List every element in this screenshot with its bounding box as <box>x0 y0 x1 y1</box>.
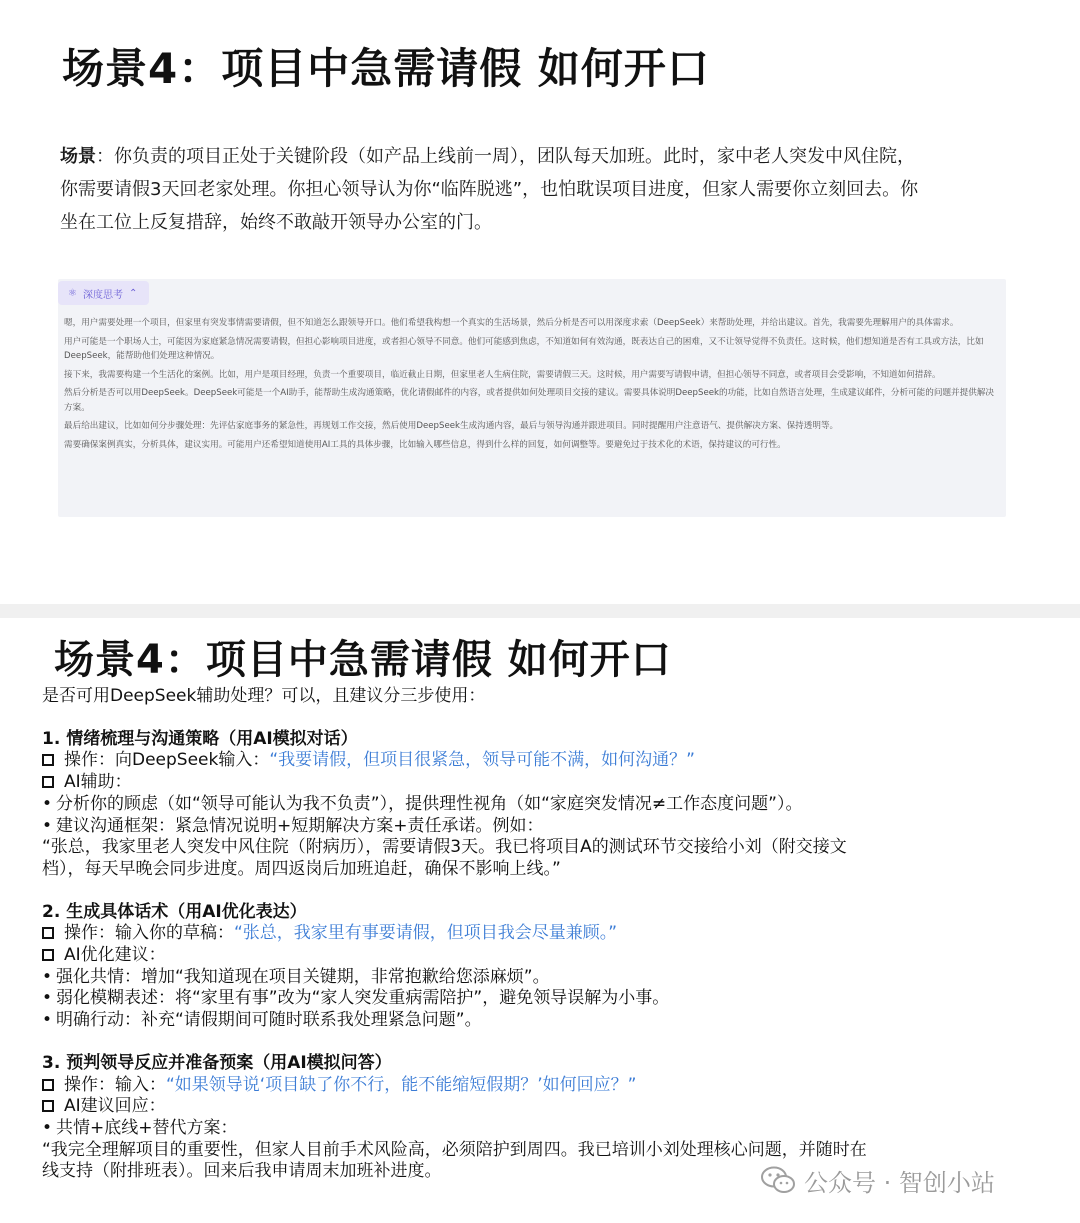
scene-label: 场景 <box>60 146 96 167</box>
steps-body <box>42 686 1052 1183</box>
step3-example: “我完全理解项目的重要性，但家人目前手术风险高，必须陪护到周四。我已培训小刘处理核心问题，并随时在 <box>42 1139 867 1160</box>
step1-example: 档），每天早晚会同步进度。周四返岗后加班追赶，确保不影响上线。” <box>42 858 561 879</box>
bullet-icon: • <box>42 988 53 1009</box>
step1-op: 操作：向DeepSeek输入： <box>64 750 270 771</box>
bullet-icon: • <box>42 1117 53 1138</box>
step1-ai: AI辅助： <box>64 772 132 793</box>
step3-title: 3. 预判领导反应并准备预案（用AI模拟问答） <box>42 1052 392 1073</box>
slide2-title: 场景4：项目中急需请假 如何开口 <box>54 637 672 683</box>
step2-bullet: 弱化模糊表述：将“家里有事”改为“家人突发重病需陪护”，避免领导误解为小事。 <box>56 988 670 1009</box>
slide-deepseek-steps <box>0 618 1080 1223</box>
step2-op-quote: “张总，我家里有事要请假，但项目我会尽量兼顾。” <box>234 923 618 944</box>
step3-example: 线支持（附排班表）。回来后我申请周末加班补进度。 <box>42 1161 442 1182</box>
think-paragraph: 用户可能是一个职场人士，可能因为家庭紧急情况需要请假，但担心影响项目进度，或者担心领导不同意。他们可能感到焦虑，不知道如何有效沟通，既表达自己的困难，又不让领导觉得不负责任。这时候，他们想知道是否有工具或方法，比如DeepSeek，能帮助他们处理这种情况。 <box>64 336 984 361</box>
deep-think-label: 深度思考 <box>82 289 123 301</box>
scene-paragraph <box>60 140 960 239</box>
atom-icon: ⚛ <box>68 287 77 299</box>
step1-bullet: 分析你的顾虑（如“领导可能认为我不负责”），提供理性视角（如“家庭突发情况≠工作态度问题”）。 <box>56 793 803 814</box>
watermark-text: 公众号 · 智创小站 <box>804 1168 995 1197</box>
chevron-up-icon: ⌃ <box>128 287 138 299</box>
slide1-title: 场景4：项目中急需请假 如何开口 <box>62 44 710 93</box>
wechat-icon <box>760 1165 796 1195</box>
checkbox-icon <box>42 927 54 939</box>
think-paragraph: 最后给出建议，比如如何分步骤处理：先评估家庭事务的紧急性，再规划工作交接，然后使用DeepSeek生成沟通内容，最后与领导沟通并跟进项目。同时提醒用户注意语气、提供解决方案、保持透明等。 <box>64 421 839 431</box>
step3-ai: AI建议回应： <box>64 1096 166 1117</box>
checkbox-icon <box>42 754 54 766</box>
checkbox-icon <box>42 1079 54 1091</box>
scene-text-1: ：你负责的项目正处于关键阶段（如产品上线前一周），团队每天加班。此时，家中老人突发中风住院， <box>96 146 915 167</box>
step2-op: 操作：输入你的草稿： <box>64 923 234 944</box>
step2-title: 2. 生成具体话术（用AI优化表达） <box>42 901 307 922</box>
step1-title: 1. 情绪梳理与沟通策略（用AI模拟对话） <box>42 728 358 749</box>
checkbox-icon <box>42 949 54 961</box>
think-paragraph: 需要确保案例真实，分析具体，建议实用。可能用户还希望知道使用AI工具的具体步骤，比如输入哪些信息，得到什么样的回复，如何调整等。要避免过于技术化的术语，保持建议的可行性。 <box>64 439 786 450</box>
checkbox-icon <box>42 1100 54 1112</box>
step1-op-quote: “我要请假，但项目很紧急，领导可能不满，如何沟通？” <box>269 750 695 771</box>
wechat-watermark <box>760 1162 995 1198</box>
slide-divider <box>0 604 1080 618</box>
think-paragraph: 然后分析是否可以用DeepSeek。DeepSeek可能是一个AI助手，能帮助生成沟通策略，优化请假邮件的内容，或者提供如何处理项目交接的建议。需要具体说明DeepSeek的功能，比如自然语言处理，生成建议邮件，分析可能的问题并提供解决方案。 <box>64 388 995 413</box>
think-paragraph: 嗯，用户需要处理一个项目，但家里有突发事情需要请假，但不知道怎么跟领导开口。他们希望我构想一个真实的生活场景，然后分析是否可以用深度求索（DeepSeek）来帮助处理，并给出建议。首先，我需要先理解用户的具体需求。 <box>64 318 959 328</box>
bullet-icon: • <box>42 793 53 814</box>
think-paragraph: 接下来，我需要构建一个生活化的案例。比如，用户是项目经理，负责一个重要项目，临近截止日期，但家里老人生病住院，需要请假三天。这时候，用户需要写请假申请，但担心领导不同意，或者项目会受影响，不知道如何措辞。 <box>64 369 941 380</box>
step1-example: “张总，我家里老人突发中风住院（附病历），需要请假3天。我已将项目A的测试环节交接给小刘（附交接文 <box>42 837 847 858</box>
bullet-icon: • <box>42 815 53 836</box>
step2-bullet: 明确行动：补充“请假期间可随时联系我处理紧急问题”。 <box>56 1010 482 1031</box>
scene-text-2: 你需要请假3天回老家处理。你担心领导认为你“临阵脱逃”，也怕耽误项目进度，但家人需要你立刻回去。你 <box>60 179 919 200</box>
checkbox-icon <box>42 776 54 788</box>
step2-bullet: 强化共情：增加“我知道现在项目关键期，非常抱歉给您添麻烦”。 <box>56 966 550 987</box>
slide-scene-description <box>0 0 1080 606</box>
deep-think-content <box>64 316 1000 456</box>
step3-op: 操作：输入： <box>64 1074 166 1095</box>
intro-line: 是否可用DeepSeek辅助处理？可以，且建议分三步使用： <box>42 686 486 706</box>
bullet-icon: • <box>42 1010 53 1031</box>
step3-bullet: 共情+底线+替代方案： <box>56 1117 238 1138</box>
bullet-icon: • <box>42 966 53 987</box>
scene-text-3: 坐在工位上反复措辞，始终不敢敲开领导办公室的门。 <box>60 212 492 233</box>
deep-think-toggle[interactable] <box>58 281 149 305</box>
step1-bullet: 建议沟通框架：紧急情况说明+短期解决方案+责任承诺。例如： <box>56 815 544 836</box>
step3-op-quote: “如果领导说‘项目缺了你不行，能不能缩短假期？’如何回应？” <box>166 1074 637 1095</box>
step2-ai: AI优化建议： <box>64 945 166 966</box>
